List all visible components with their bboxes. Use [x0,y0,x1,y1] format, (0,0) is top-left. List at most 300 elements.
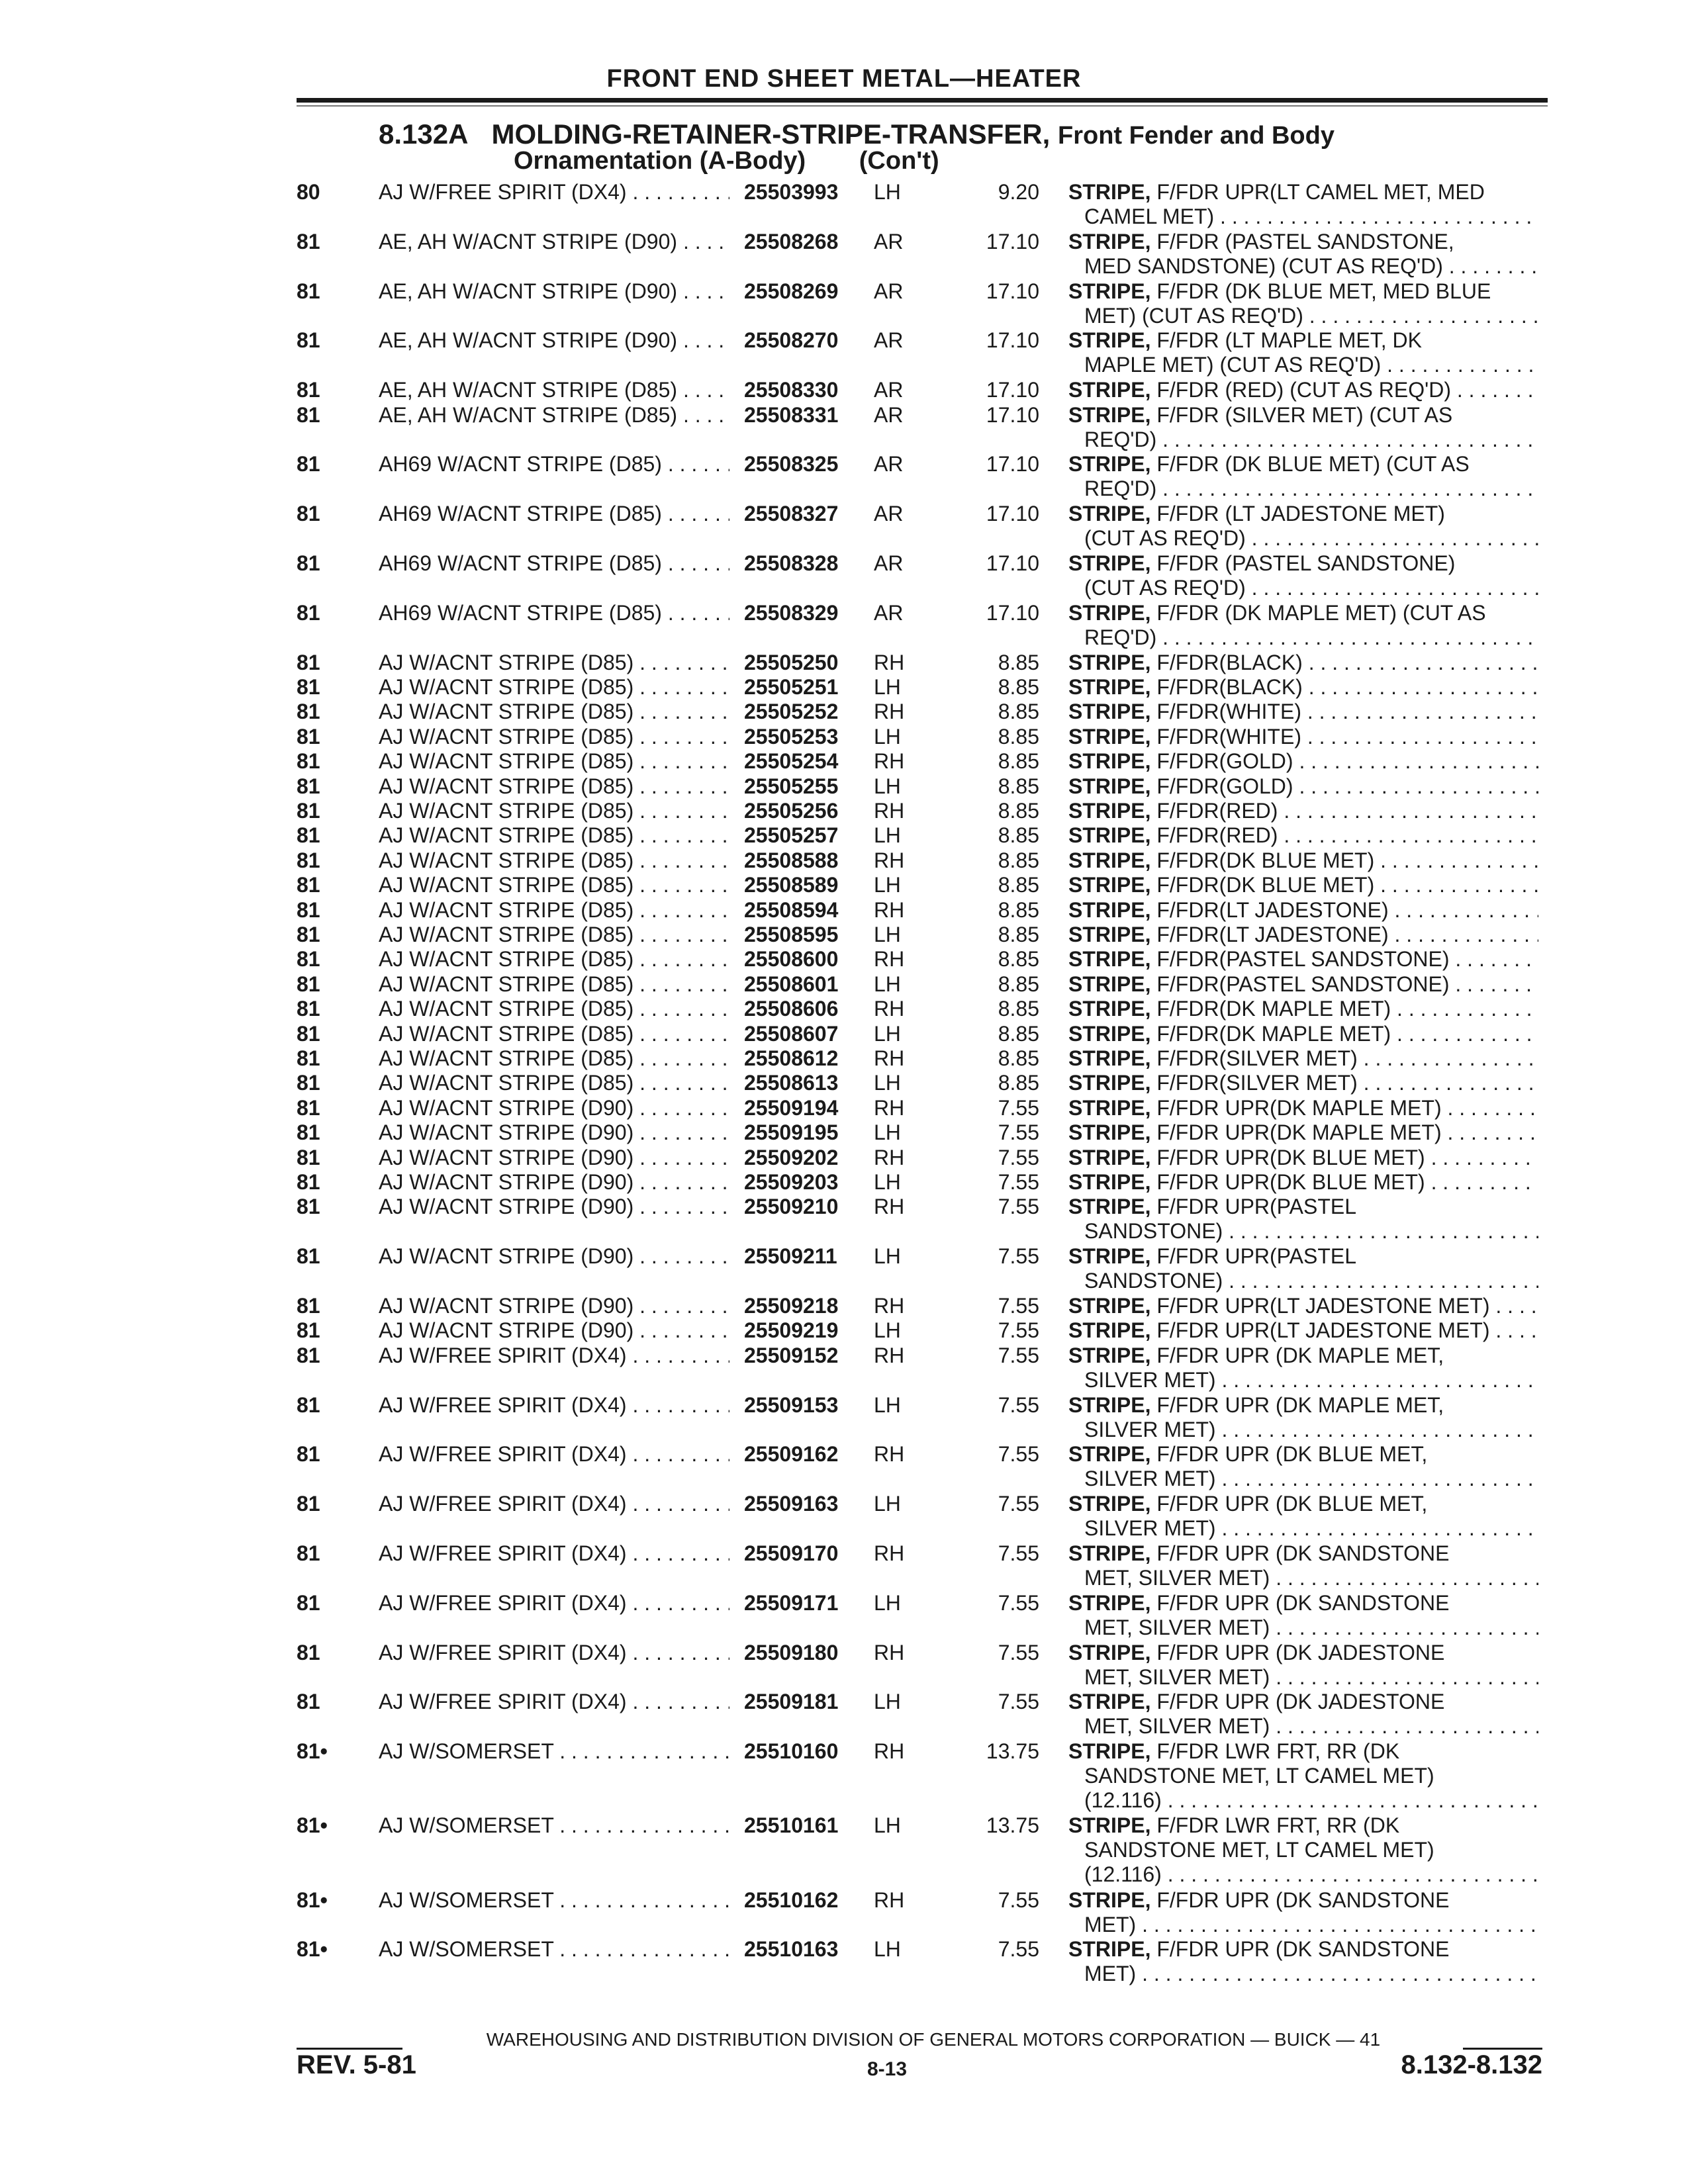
ref-number: 81• [297,1813,328,1837]
description-line: STRIPE, F/FDR (PASTEL SANDSTONE) [1068,551,1456,575]
model-application: AJ W/ACNT STRIPE (D85) . . . [379,651,729,675]
part-description [1068,1022,1538,1046]
side-code: LH [874,180,901,204]
part-number: 25509152 [741,1343,876,1368]
ref-number: 81 [297,551,320,575]
description-line: STRIPE, F/FDR (LT JADESTONE MET) [1068,502,1445,525]
ref-number: 81 [297,452,320,476]
part-description [1068,328,1538,377]
part-description [1068,1096,1538,1120]
side-code: LH [874,873,901,897]
price: 17.10 [986,378,1039,402]
part-number: 25509180 [741,1641,876,1665]
part-number: 25508269 [741,279,876,304]
model-application: AJ W/SOMERSET . . . [379,1888,729,1913]
description-line: STRIPE, F/FDR(WHITE) . . . [1068,725,1538,749]
price: 8.85 [998,1046,1039,1070]
part-number: 25509153 [741,1393,876,1418]
part-description [1068,452,1538,501]
side-code: LH [874,1591,901,1615]
description-line: STRIPE, F/FDR UPR(DK MAPLE MET) . . . [1068,1120,1538,1145]
part-description [1068,848,1538,873]
side-code: AR [874,452,904,476]
footer-section-range: 8.132-8.132 [1401,2050,1542,2079]
model-application: AJ W/ACNT STRIPE (D85) . . . [379,675,729,700]
side-code: RH [874,1541,905,1565]
part-number: 25503993 [741,180,876,205]
description-line: STRIPE, F/FDR(LT JADESTONE) . . . [1068,898,1538,923]
ref-number: 81 [297,328,320,352]
description-continuation: SILVER MET) . . . [1068,1516,1538,1541]
part-number: 25509170 [741,1541,876,1566]
side-code: LH [874,1071,901,1095]
model-application: AJ W/ACNT STRIPE (D85) . . . [379,799,729,823]
description-continuation: MET) . . . [1068,1962,1538,1986]
model-application: AJ W/SOMERSET . . . [379,1739,729,1764]
side-code: LH [874,972,901,996]
price: 7.55 [998,1096,1039,1120]
footer-division: WAREHOUSING AND DISTRIBUTION DIVISION OF GENERAL MOTORS CORPORATION — BUICK — 41 [486,2029,1381,2050]
part-number: 25508594 [741,898,876,923]
model-application: AJ W/ACNT STRIPE (D90) . . . [379,1170,729,1195]
part-number: 25505257 [741,823,876,848]
description-line: STRIPE, F/FDR UPR(DK MAPLE MET) . . . [1068,1096,1538,1120]
description-continuation: (12.116) . . . [1068,1862,1538,1887]
part-number: 25505255 [741,774,876,799]
part-description [1068,1690,1538,1739]
price: 17.10 [986,601,1039,625]
model-application: AJ W/ACNT STRIPE (D85) . . . [379,1046,729,1071]
ref-number: 81 [297,1442,320,1466]
section-continued: (Con't) [859,147,939,175]
price: 13.75 [986,1739,1039,1763]
model-application: AJ W/ACNT STRIPE (D85) . . . [379,997,729,1021]
ref-number: 81 [297,749,320,773]
part-number: 25508600 [741,947,876,972]
ref-number: 81 [297,1046,320,1070]
ref-number: 80 [297,180,320,204]
part-description [1068,774,1538,799]
part-description [1068,601,1538,650]
description-line: STRIPE, F/FDR(GOLD) . . . [1068,749,1538,774]
model-application: AJ W/ACNT STRIPE (D85) . . . [379,947,729,972]
model-application: AJ W/FREE SPIRIT (DX4) . . . [379,180,729,205]
part-number: 25508588 [741,848,876,873]
model-application: AE, AH W/ACNT STRIPE (D85) . . . [379,378,729,402]
model-application: AJ W/ACNT STRIPE (D85) . . . [379,898,729,923]
ref-number: 81 [297,1120,320,1144]
description-line: STRIPE, F/FDR UPR (DK BLUE MET, [1068,1442,1428,1466]
price: 8.85 [998,700,1039,723]
part-number: 25509203 [741,1170,876,1195]
ref-number: 81 [297,675,320,699]
side-code: AR [874,403,904,427]
model-application: AJ W/ACNT STRIPE (D90) . . . [379,1318,729,1343]
description-line: STRIPE, F/FDR UPR (DK SANDSTONE [1068,1937,1450,1961]
model-application: AJ W/ACNT STRIPE (D90) . . . [379,1195,729,1219]
part-number: 25505251 [741,675,876,700]
part-number: 25508612 [741,1046,876,1071]
ref-number: 81 [297,279,320,303]
part-number: 25509210 [741,1195,876,1219]
part-number: 25508589 [741,873,876,897]
description-line: STRIPE, F/FDR UPR (DK JADESTONE [1068,1690,1445,1713]
part-number: 25508331 [741,403,876,428]
ref-number: 81 [297,923,320,946]
side-code: LH [874,1244,901,1268]
part-number: 25508327 [741,502,876,526]
price: 17.10 [986,279,1039,303]
price: 8.85 [998,898,1039,922]
description-line: STRIPE, F/FDR(SILVER MET) . . . [1068,1046,1538,1071]
description-continuation: SANDSTONE) . . . [1068,1269,1538,1293]
part-number: 25510162 [741,1888,876,1913]
description-line: STRIPE, F/FDR(BLACK) . . . [1068,651,1538,675]
part-number: 25509202 [741,1146,876,1170]
price: 7.55 [998,1591,1039,1615]
description-continuation: SANDSTONE MET, LT CAMEL MET) [1084,1838,1434,1862]
part-number: 25505253 [741,725,876,749]
part-description [1068,799,1538,823]
description-line: STRIPE, F/FDR UPR(PASTEL [1068,1195,1357,1218]
model-application: AJ W/FREE SPIRIT (DX4) . . . [379,1591,729,1615]
description-continuation: REQ'D) . . . [1068,625,1538,650]
part-number: 25509195 [741,1120,876,1145]
side-code: LH [874,774,901,798]
ref-number: 81 [297,1170,320,1194]
model-application: AJ W/FREE SPIRIT (DX4) . . . [379,1492,729,1516]
price: 7.55 [998,1690,1039,1713]
model-application: AJ W/ACNT STRIPE (D85) . . . [379,873,729,897]
description-line: STRIPE, F/FDR(LT JADESTONE) . . . [1068,923,1538,947]
price: 17.10 [986,403,1039,427]
model-application: AJ W/SOMERSET . . . [379,1813,729,1838]
section-subtitle: Ornamentation (A-Body) [514,147,806,175]
part-description [1068,403,1538,452]
side-code: LH [874,923,901,946]
part-number: 25505256 [741,799,876,823]
price: 8.85 [998,799,1039,823]
part-description [1068,1244,1538,1293]
part-description [1068,651,1538,675]
part-description [1068,675,1538,700]
price: 7.55 [998,1294,1039,1318]
price: 8.85 [998,997,1039,1021]
price: 17.10 [986,551,1039,575]
description-line: STRIPE, F/FDR(DK MAPLE MET) . . . [1068,997,1538,1021]
side-code: LH [874,1022,901,1046]
price: 7.55 [998,1120,1039,1144]
ref-number: 81 [297,1146,320,1169]
side-code: RH [874,1046,905,1070]
part-description [1068,1591,1538,1640]
model-application: AJ W/ACNT STRIPE (D85) . . . [379,749,729,774]
part-description [1068,873,1538,897]
description-line: STRIPE, F/FDR (SILVER MET) (CUT AS [1068,403,1453,427]
model-application: AJ W/ACNT STRIPE (D85) . . . [379,972,729,997]
price: 7.55 [998,1393,1039,1417]
description-line: STRIPE, F/FDR UPR (DK BLUE MET, [1068,1492,1428,1516]
side-code: AR [874,279,904,303]
description-line: STRIPE, F/FDR (DK MAPLE MET) (CUT AS [1068,601,1486,625]
part-number: 25508601 [741,972,876,997]
side-code: LH [874,675,901,699]
ref-number: 81 [297,1393,320,1417]
side-code: LH [874,1937,901,1961]
description-line: STRIPE, F/FDR UPR (DK MAPLE MET, [1068,1393,1444,1417]
part-description [1068,997,1538,1021]
side-code: RH [874,1294,905,1318]
ref-number: 81 [297,230,320,253]
part-number: 25509171 [741,1591,876,1615]
part-description [1068,1343,1538,1392]
model-application: AE, AH W/ACNT STRIPE (D90) . . . [379,328,729,353]
price: 8.85 [998,774,1039,798]
ref-number: 81 [297,1022,320,1046]
side-code: RH [874,651,905,674]
description-line: STRIPE, F/FDR(GOLD) . . . [1068,774,1538,799]
price: 7.55 [998,1195,1039,1218]
description-line: STRIPE, F/FDR(WHITE) . . . [1068,700,1538,724]
price: 8.85 [998,923,1039,946]
ref-number: 81 [297,502,320,525]
part-description [1068,1393,1538,1442]
description-continuation: REQ'D) . . . [1068,477,1538,501]
part-number: 25508606 [741,997,876,1021]
model-application: AJ W/FREE SPIRIT (DX4) . . . [379,1541,729,1566]
part-description [1068,700,1538,724]
ref-number: 81 [297,1071,320,1095]
description-line: STRIPE, F/FDR(RED) . . . [1068,823,1538,848]
footer-rule-right [1463,2048,1542,2050]
description-continuation: MET, SILVER MET) . . . [1068,1615,1538,1640]
description-line: STRIPE, F/FDR(SILVER MET) . . . [1068,1071,1538,1095]
part-description [1068,1195,1538,1244]
description-continuation: MET, SILVER MET) . . . [1068,1566,1538,1590]
price: 8.85 [998,675,1039,699]
price: 9.20 [998,180,1039,204]
header-rule [297,98,1548,103]
price: 8.85 [998,725,1039,749]
model-application: AE, AH W/ACNT STRIPE (D85) . . . [379,403,729,428]
ref-number: 81 [297,700,320,723]
part-number: 25509218 [741,1294,876,1318]
model-application: AH69 W/ACNT STRIPE (D85) . . . [379,551,729,576]
part-description [1068,923,1538,947]
model-application: AJ W/ACNT STRIPE (D90) . . . [379,1244,729,1269]
description-continuation: SILVER MET) . . . [1068,1368,1538,1392]
description-line: STRIPE, F/FDR UPR(LT JADESTONE MET) . . . [1068,1294,1538,1318]
model-application: AJ W/FREE SPIRIT (DX4) . . . [379,1641,729,1665]
description-line: STRIPE, F/FDR LWR FRT, RR (DK [1068,1813,1400,1837]
footer-page-number: 8-13 [867,2058,908,2080]
part-description [1068,1146,1538,1170]
price: 7.55 [998,1492,1039,1516]
side-code: RH [874,1442,905,1466]
model-application: AJ W/ACNT STRIPE (D85) . . . [379,923,729,947]
ref-number: 81 [297,774,320,798]
description-continuation: MET, SILVER MET) . . . [1068,1714,1538,1739]
side-code: LH [874,1393,901,1417]
model-application: AH69 W/ACNT STRIPE (D85) . . . [379,452,729,477]
description-line: STRIPE, F/FDR UPR (DK SANDSTONE [1068,1888,1450,1912]
price: 17.10 [986,230,1039,253]
side-code: LH [874,1170,901,1194]
part-description [1068,749,1538,774]
price: 7.55 [998,1170,1039,1194]
side-code: LH [874,823,901,847]
description-continuation: CAMEL MET) . . . [1068,205,1538,229]
side-code: RH [874,947,905,971]
price: 8.85 [998,972,1039,996]
description-continuation: MET) . . . [1068,1913,1538,1937]
ref-number: 81 [297,1096,320,1120]
part-number: 25509181 [741,1690,876,1714]
ref-number: 81 [297,1244,320,1268]
ref-number: 81 [297,972,320,996]
part-number: 25505252 [741,700,876,724]
price: 8.85 [998,848,1039,872]
part-number: 25508607 [741,1022,876,1046]
ref-number: 81• [297,1739,328,1763]
ref-number: 81 [297,403,320,427]
part-description [1068,1739,1538,1813]
description-continuation: SILVER MET) . . . [1068,1418,1538,1442]
side-code: LH [874,1492,901,1516]
part-number: 25509219 [741,1318,876,1343]
model-application: AJ W/ACNT STRIPE (D85) . . . [379,823,729,848]
side-code: RH [874,700,905,723]
model-application: AJ W/FREE SPIRIT (DX4) . . . [379,1393,729,1418]
description-line: STRIPE, F/FDR LWR FRT, RR (DK [1068,1739,1400,1763]
description-continuation: MAPLE MET) (CUT AS REQ'D) . . . [1068,353,1538,377]
side-code: RH [874,1739,905,1763]
part-number: 25510161 [741,1813,876,1838]
ref-number: 81 [297,1294,320,1318]
footer-rule-left [297,2048,402,2050]
description-line: STRIPE, F/FDR(DK BLUE MET) . . . [1068,848,1538,873]
description-line: STRIPE, F/FDR(PASTEL SANDSTONE) . . . [1068,972,1538,997]
price: 8.85 [998,947,1039,971]
model-application: AJ W/ACNT STRIPE (D85) . . . [379,725,729,749]
part-description [1068,180,1538,229]
description-line: STRIPE, F/FDR UPR (DK JADESTONE [1068,1641,1445,1664]
part-description [1068,279,1538,328]
part-description [1068,1442,1538,1491]
section-title-rest: Front Fender and Body [1057,122,1335,150]
price: 17.10 [986,502,1039,525]
description-line: STRIPE, F/FDR UPR(DK BLUE MET) . . . [1068,1170,1538,1195]
model-application: AE, AH W/ACNT STRIPE (D90) . . . [379,279,729,304]
part-description [1068,551,1538,600]
price: 7.55 [998,1146,1039,1169]
description-continuation: (12.116) . . . [1068,1788,1538,1813]
side-code: RH [874,799,905,823]
part-description [1068,1541,1538,1590]
description-continuation: (CUT AS REQ'D) . . . [1068,576,1538,600]
model-application: AJ W/ACNT STRIPE (D85) . . . [379,700,729,724]
part-number: 25508270 [741,328,876,353]
model-application: AJ W/ACNT STRIPE (D85) . . . [379,848,729,873]
price: 13.75 [986,1813,1039,1837]
price: 8.85 [998,749,1039,773]
ref-number: 81• [297,1888,328,1912]
side-code: LH [874,725,901,749]
ref-number: 81 [297,1318,320,1342]
price: 7.55 [998,1442,1039,1466]
side-code: AR [874,551,904,575]
side-code: AR [874,502,904,525]
ref-number: 81 [297,1492,320,1516]
description-line: STRIPE, F/FDR (DK BLUE MET, MED BLUE [1068,279,1491,303]
side-code: RH [874,1195,905,1218]
model-application: AJ W/ACNT STRIPE (D85) . . . [379,1071,729,1095]
side-code: RH [874,1146,905,1169]
side-code: LH [874,1318,901,1342]
model-application: AJ W/ACNT STRIPE (D90) . . . [379,1146,729,1170]
part-description [1068,1641,1538,1690]
ref-number: 81 [297,1343,320,1367]
description-line: STRIPE, F/FDR UPR(LT CAMEL MET, MED [1068,180,1485,204]
model-application: AJ W/FREE SPIRIT (DX4) . . . [379,1343,729,1368]
part-number: 25508330 [741,378,876,402]
price: 17.10 [986,452,1039,476]
description-line: STRIPE, F/FDR (LT MAPLE MET, DK [1068,328,1422,352]
ref-number: 81 [297,651,320,674]
ref-number: 81 [297,997,320,1021]
part-description [1068,1318,1538,1343]
part-number: 25509211 [741,1244,876,1269]
price: 17.10 [986,328,1039,352]
side-code: RH [874,898,905,922]
part-description [1068,1071,1538,1095]
part-description [1068,1120,1538,1145]
description-line: STRIPE, F/FDR UPR(PASTEL [1068,1244,1357,1268]
side-code: LH [874,1813,901,1837]
ref-number: 81 [297,848,320,872]
side-code: AR [874,230,904,253]
description-continuation: SANDSTONE MET, LT CAMEL MET) [1084,1764,1434,1788]
description-continuation: (CUT AS REQ'D) . . . [1068,526,1538,551]
ref-number: 81 [297,1641,320,1664]
part-description [1068,898,1538,923]
ref-number: 81 [297,873,320,897]
description-continuation: MET, SILVER MET) . . . [1068,1665,1538,1690]
ref-number: 81 [297,1541,320,1565]
side-code: AR [874,328,904,352]
section-subtitle-line [514,147,939,175]
description-line: STRIPE, F/FDR (DK BLUE MET) (CUT AS [1068,452,1470,476]
description-line: STRIPE, F/FDR (RED) (CUT AS REQ'D) . . . [1068,378,1538,402]
section-title: MOLDING-RETAINER-STRIPE-TRANSFER, [491,118,1051,150]
model-application: AJ W/FREE SPIRIT (DX4) . . . [379,1690,729,1714]
model-application: AJ W/ACNT STRIPE (D90) . . . [379,1294,729,1318]
ref-number: 81 [297,725,320,749]
part-number: 25509163 [741,1492,876,1516]
side-code: RH [874,1343,905,1367]
part-description [1068,1888,1538,1937]
part-number: 25510163 [741,1937,876,1962]
part-description [1068,1492,1538,1541]
ref-number: 81• [297,1937,328,1961]
price: 8.85 [998,1022,1039,1046]
side-code: AR [874,378,904,402]
description-line: STRIPE, F/FDR(RED) . . . [1068,799,1538,823]
ref-number: 81 [297,378,320,402]
description-line: STRIPE, F/FDR UPR (DK SANDSTONE [1068,1591,1450,1615]
description-continuation: SANDSTONE) . . . [1068,1219,1538,1244]
description-line: STRIPE, F/FDR UPR (DK MAPLE MET, [1068,1343,1444,1367]
